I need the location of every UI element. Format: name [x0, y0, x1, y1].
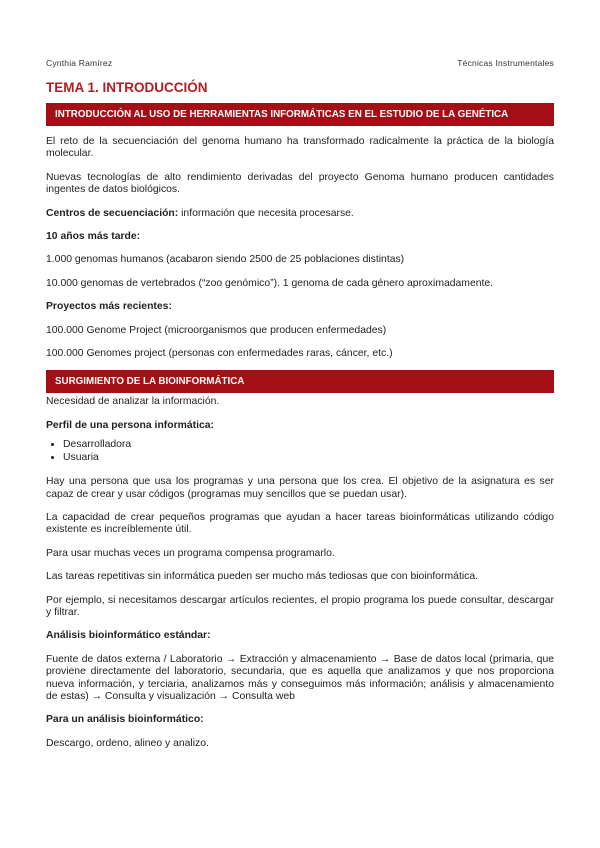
- paragraph-reto: El reto de la secuenciación del genoma humano ha transformado radicalmente la práctica de la biología molecular.: [46, 136, 554, 160]
- paragraph-tareas: Las tareas repetitivas sin informática pueden ser mucho más tediosas que con bioinformática.: [46, 571, 479, 583]
- paragraph-ejemplo: Por ejemplo, si necesitamos descargar artículos recientes, el propio programa los puede consultar, descargar y filtrar.: [46, 594, 554, 618]
- label-centros: Centros de secuenciación:: [46, 207, 179, 219]
- section-heading-introduccion: INTRODUCCIÓN AL USO DE HERRAMIENTAS INFORMÁTICAS EN EL ESTUDIO DE LA GENÉTICA: [46, 103, 554, 126]
- perfil-list: [46, 439, 554, 464]
- label-analisis: [46, 630, 554, 642]
- paragraph-personas: Hay una persona que usa los programas y una persona que los crea. El objetivo de la asignatura es ser capaz de crear y usar códigos (programas muy sencillos que se puedan usar).: [46, 476, 554, 500]
- label-diez-anos: [46, 231, 554, 243]
- paragraph-genome-project: 100.000 Genome Project (microorganismos que producen enfermedades): [46, 324, 387, 336]
- label-proyectos-text: Proyectos más recientes:: [46, 301, 172, 313]
- label-perfil: [46, 420, 554, 432]
- paragraph-tecnologias: Nuevas tecnologías de alto rendimiento derivadas del proyecto Genoma humano producen cantidades ingentes de datos biológicos.: [46, 171, 554, 196]
- paragraph-analisis: Fuente de datos externa / Laboratorio → Extracción y almacenamiento → Base de datos local (primaria, que proviene directamente del laboratorio, secundaria, que es aquella que analizamos y que nos proporciona nueva información, y terciaria, analizamos más y conseguimos más información; análisis y almacenamiento de estas) → Consulta y visualización → Consulta web: [46, 653, 554, 702]
- header-author: Cynthia Ramírez: [46, 58, 113, 68]
- label-perfil-text: Perfil de una persona informática:: [46, 419, 215, 431]
- paragraph-descargo: Descargo, ordeno, alineo y analizo.: [46, 737, 209, 749]
- paragraph-compensa: Para usar muchas veces un programa compensa programarlo.: [46, 547, 335, 559]
- running-header: [46, 58, 554, 68]
- label-para-analisis-text: Para un análisis bioinformático:: [46, 714, 204, 726]
- section-heading-bioinformatica: SURGIMIENTO DE LA BIOINFORMÁTICA: [46, 370, 554, 393]
- paragraph-centros: [46, 208, 554, 220]
- label-analisis-text: Análisis bioinformático estándar:: [46, 630, 211, 642]
- paragraph-genomes-project: 100.000 Genomes project (personas con enfermedades raras, cáncer, etc.): [46, 348, 393, 360]
- list-item: • Desarrolladora: [63, 439, 554, 451]
- paragraph-capacidad: La capacidad de crear pequeños programas que ayudan a hacer tareas bioinformáticas utilizando código existente es increíblemente útil.: [46, 511, 554, 536]
- label-para-analisis: [46, 714, 554, 726]
- paragraph-genomas-vertebrados: 10.000 genomas de vertebrados (“zoo genómico”). 1 genoma de cada género aproximadamente.: [46, 277, 494, 289]
- label-proyectos: [46, 301, 554, 313]
- paragraph-genomas-humanos: 1.000 genomas humanos (acabaron siendo 2500 de 25 poblaciones distintas): [46, 254, 405, 266]
- list-item: • Usuaria: [63, 452, 554, 464]
- document-body: [46, 80, 554, 761]
- page-title: TEMA 1. INTRODUCCIÓN: [46, 80, 208, 95]
- paragraph-necesidad: Necesidad de analizar la información.: [46, 396, 220, 408]
- header-course: Técnicas Instrumentales: [457, 58, 554, 68]
- label-diez-anos-text: 10 años más tarde:: [46, 231, 141, 243]
- text-centros: información que necesita procesarse.: [178, 207, 354, 219]
